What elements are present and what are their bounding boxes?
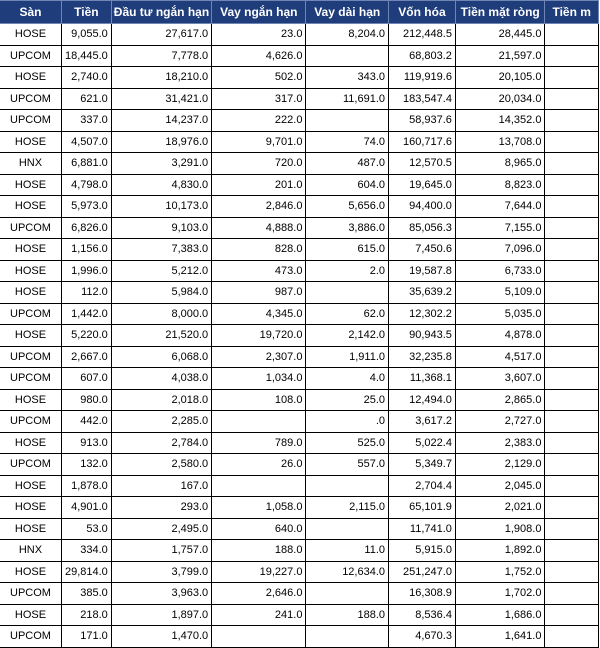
market-cap-cell: 5,022.4 — [389, 432, 456, 454]
market-cap-cell: 19,645.0 — [389, 174, 456, 196]
extra-cell — [545, 411, 599, 433]
market-cap-cell: 183,547.4 — [389, 88, 456, 110]
exchange-cell: UPCOM — [0, 454, 61, 476]
exchange-cell: HOSE — [0, 260, 61, 282]
extra-cell — [545, 217, 599, 239]
net-cash-cell: 5,035.0 — [455, 303, 545, 325]
extra-cell — [545, 174, 599, 196]
table-row — [0, 368, 599, 390]
table-row — [0, 540, 599, 562]
short-term-loan-cell: 241.0 — [212, 604, 306, 626]
long-term-loan-cell — [306, 45, 389, 67]
short-term-investment-cell: 2,018.0 — [111, 389, 211, 411]
extra-cell — [545, 282, 599, 304]
short-term-investment-cell: 1,470.0 — [111, 626, 211, 648]
net-cash-cell: 2,383.0 — [455, 432, 545, 454]
short-term-investment-cell: 4,830.0 — [111, 174, 211, 196]
market-cap-cell: 4,670.3 — [389, 626, 456, 648]
net-cash-cell: 7,155.0 — [455, 217, 545, 239]
market-cap-cell: 8,536.4 — [389, 604, 456, 626]
short-term-loan-cell: 640.0 — [212, 518, 306, 540]
cash-cell: 4,798.0 — [61, 174, 111, 196]
exchange-cell: HOSE — [0, 497, 61, 519]
long-term-loan-cell: 487.0 — [306, 153, 389, 175]
long-term-loan-cell: 12,634.0 — [306, 561, 389, 583]
cash-cell: 980.0 — [61, 389, 111, 411]
table-body — [0, 24, 599, 648]
net-cash-cell: 2,129.0 — [455, 454, 545, 476]
short-term-investment-cell: 5,984.0 — [111, 282, 211, 304]
market-cap-cell: 32,235.8 — [389, 346, 456, 368]
net-cash-cell: 6,733.0 — [455, 260, 545, 282]
long-term-loan-cell: 2.0 — [306, 260, 389, 282]
cash-cell: 53.0 — [61, 518, 111, 540]
exchange-cell: HOSE — [0, 239, 61, 261]
cash-cell: 6,826.0 — [61, 217, 111, 239]
market-cap-cell: 12,494.0 — [389, 389, 456, 411]
cash-cell: 442.0 — [61, 411, 111, 433]
short-term-loan-cell: 1,034.0 — [212, 368, 306, 390]
table-row — [0, 389, 599, 411]
table-row — [0, 282, 599, 304]
long-term-loan-cell — [306, 518, 389, 540]
cash-cell: 112.0 — [61, 282, 111, 304]
header-von-hoa: Vốn hóa — [389, 1, 456, 24]
short-term-loan-cell: 23.0 — [212, 24, 306, 46]
market-cap-cell: 16,308.9 — [389, 583, 456, 605]
extra-cell — [545, 24, 599, 46]
cash-cell: 1,156.0 — [61, 239, 111, 261]
short-term-investment-cell: 4,038.0 — [111, 368, 211, 390]
long-term-loan-cell: 557.0 — [306, 454, 389, 476]
exchange-cell: HOSE — [0, 389, 61, 411]
short-term-loan-cell: 2,307.0 — [212, 346, 306, 368]
extra-cell — [545, 196, 599, 218]
net-cash-cell: 1,752.0 — [455, 561, 545, 583]
extra-cell — [545, 626, 599, 648]
market-cap-cell: 2,704.4 — [389, 475, 456, 497]
cash-cell: 913.0 — [61, 432, 111, 454]
exchange-cell: HOSE — [0, 131, 61, 153]
extra-cell — [545, 497, 599, 519]
net-cash-cell: 5,109.0 — [455, 282, 545, 304]
extra-cell — [545, 110, 599, 132]
header-vay-ngan-han: Vay ngắn hạn — [212, 1, 306, 24]
market-cap-cell: 90,943.5 — [389, 325, 456, 347]
exchange-cell: UPCOM — [0, 583, 61, 605]
short-term-investment-cell: 1,897.0 — [111, 604, 211, 626]
table-row — [0, 346, 599, 368]
short-term-investment-cell: 293.0 — [111, 497, 211, 519]
market-cap-cell: 119,919.6 — [389, 67, 456, 89]
cash-cell: 1,878.0 — [61, 475, 111, 497]
extra-cell — [545, 540, 599, 562]
market-cap-cell: 160,717.6 — [389, 131, 456, 153]
table-row — [0, 497, 599, 519]
cash-cell: 29,814.0 — [61, 561, 111, 583]
cash-cell: 6,881.0 — [61, 153, 111, 175]
net-cash-cell: 2,727.0 — [455, 411, 545, 433]
extra-cell — [545, 561, 599, 583]
net-cash-cell: 7,096.0 — [455, 239, 545, 261]
short-term-investment-cell: 31,421.0 — [111, 88, 211, 110]
cash-cell: 132.0 — [61, 454, 111, 476]
short-term-investment-cell: 6,068.0 — [111, 346, 211, 368]
cash-cell: 171.0 — [61, 626, 111, 648]
net-cash-cell: 1,892.0 — [455, 540, 545, 562]
table-row — [0, 325, 599, 347]
short-term-investment-cell: 14,237.0 — [111, 110, 211, 132]
short-term-investment-cell: 10,173.0 — [111, 196, 211, 218]
cash-cell: 4,507.0 — [61, 131, 111, 153]
short-term-loan-cell: 2,846.0 — [212, 196, 306, 218]
short-term-loan-cell: 19,227.0 — [212, 561, 306, 583]
market-cap-cell: 58,937.6 — [389, 110, 456, 132]
exchange-cell: HOSE — [0, 325, 61, 347]
long-term-loan-cell — [306, 626, 389, 648]
market-cap-cell: 68,803.2 — [389, 45, 456, 67]
header-vay-dai-han: Vay dài hạn — [306, 1, 389, 24]
table-row — [0, 24, 599, 46]
net-cash-cell: 20,105.0 — [455, 67, 545, 89]
table-row — [0, 174, 599, 196]
long-term-loan-cell — [306, 475, 389, 497]
header-tien-m: Tiền m — [545, 1, 599, 24]
extra-cell — [545, 153, 599, 175]
short-term-investment-cell: 7,778.0 — [111, 45, 211, 67]
exchange-cell: UPCOM — [0, 45, 61, 67]
table-row — [0, 583, 599, 605]
short-term-loan-cell: 1,058.0 — [212, 497, 306, 519]
short-term-investment-cell: 9,103.0 — [111, 217, 211, 239]
header-row — [0, 1, 599, 24]
market-cap-cell: 5,915.0 — [389, 540, 456, 562]
short-term-loan-cell: 4,888.0 — [212, 217, 306, 239]
short-term-investment-cell: 18,976.0 — [111, 131, 211, 153]
extra-cell — [545, 432, 599, 454]
exchange-cell: UPCOM — [0, 626, 61, 648]
short-term-investment-cell: 3,799.0 — [111, 561, 211, 583]
table-row — [0, 239, 599, 261]
long-term-loan-cell: 25.0 — [306, 389, 389, 411]
exchange-cell: UPCOM — [0, 303, 61, 325]
table-row — [0, 475, 599, 497]
exchange-cell: HOSE — [0, 24, 61, 46]
long-term-loan-cell — [306, 583, 389, 605]
cash-cell: 621.0 — [61, 88, 111, 110]
short-term-investment-cell: 27,617.0 — [111, 24, 211, 46]
market-cap-cell: 12,570.5 — [389, 153, 456, 175]
table-row — [0, 217, 599, 239]
cash-cell: 1,996.0 — [61, 260, 111, 282]
exchange-cell: HOSE — [0, 604, 61, 626]
cash-cell: 4,901.0 — [61, 497, 111, 519]
table-row — [0, 67, 599, 89]
table-row — [0, 518, 599, 540]
extra-cell — [545, 368, 599, 390]
short-term-investment-cell: 3,963.0 — [111, 583, 211, 605]
long-term-loan-cell: 525.0 — [306, 432, 389, 454]
market-cap-cell: 35,639.2 — [389, 282, 456, 304]
short-term-investment-cell: 1,757.0 — [111, 540, 211, 562]
cash-cell: 1,442.0 — [61, 303, 111, 325]
market-cap-cell: 94,400.0 — [389, 196, 456, 218]
long-term-loan-cell: 343.0 — [306, 67, 389, 89]
long-term-loan-cell: 2,142.0 — [306, 325, 389, 347]
net-cash-cell: 8,965.0 — [455, 153, 545, 175]
long-term-loan-cell: 5,656.0 — [306, 196, 389, 218]
long-term-loan-cell: 62.0 — [306, 303, 389, 325]
short-term-investment-cell: 5,212.0 — [111, 260, 211, 282]
net-cash-cell: 28,445.0 — [455, 24, 545, 46]
cash-cell: 5,973.0 — [61, 196, 111, 218]
short-term-loan-cell: 789.0 — [212, 432, 306, 454]
extra-cell — [545, 604, 599, 626]
cash-cell: 2,667.0 — [61, 346, 111, 368]
table-row — [0, 432, 599, 454]
net-cash-cell: 1,908.0 — [455, 518, 545, 540]
market-cap-cell: 3,617.2 — [389, 411, 456, 433]
short-term-loan-cell: 188.0 — [212, 540, 306, 562]
short-term-investment-cell: 2,580.0 — [111, 454, 211, 476]
net-cash-cell: 2,021.0 — [455, 497, 545, 519]
exchange-cell: HOSE — [0, 475, 61, 497]
net-cash-cell: 4,517.0 — [455, 346, 545, 368]
market-cap-cell: 85,056.3 — [389, 217, 456, 239]
short-term-loan-cell: 828.0 — [212, 239, 306, 261]
extra-cell — [545, 325, 599, 347]
exchange-cell: HNX — [0, 153, 61, 175]
short-term-loan-cell: 4,626.0 — [212, 45, 306, 67]
extra-cell — [545, 475, 599, 497]
header-san: Sàn — [0, 1, 61, 24]
extra-cell — [545, 346, 599, 368]
cash-cell: 337.0 — [61, 110, 111, 132]
cash-cell: 385.0 — [61, 583, 111, 605]
market-cap-cell: 251,247.0 — [389, 561, 456, 583]
net-cash-cell: 20,034.0 — [455, 88, 545, 110]
net-cash-cell: 14,352.0 — [455, 110, 545, 132]
table-row — [0, 45, 599, 67]
long-term-loan-cell: 615.0 — [306, 239, 389, 261]
net-cash-cell: 1,641.0 — [455, 626, 545, 648]
table-row — [0, 88, 599, 110]
long-term-loan-cell: 604.0 — [306, 174, 389, 196]
net-cash-cell: 2,865.0 — [455, 389, 545, 411]
extra-cell — [545, 88, 599, 110]
long-term-loan-cell — [306, 110, 389, 132]
extra-cell — [545, 67, 599, 89]
short-term-loan-cell — [212, 411, 306, 433]
long-term-loan-cell: 11.0 — [306, 540, 389, 562]
short-term-loan-cell: 19,720.0 — [212, 325, 306, 347]
long-term-loan-cell: .0 — [306, 411, 389, 433]
table-row — [0, 454, 599, 476]
short-term-loan-cell: 502.0 — [212, 67, 306, 89]
extra-cell — [545, 389, 599, 411]
table-row — [0, 411, 599, 433]
short-term-loan-cell: 317.0 — [212, 88, 306, 110]
long-term-loan-cell: 4.0 — [306, 368, 389, 390]
short-term-loan-cell: 473.0 — [212, 260, 306, 282]
short-term-loan-cell: 2,646.0 — [212, 583, 306, 605]
table-row — [0, 604, 599, 626]
net-cash-cell: 2,045.0 — [455, 475, 545, 497]
long-term-loan-cell: 8,204.0 — [306, 24, 389, 46]
market-cap-cell: 7,450.6 — [389, 239, 456, 261]
table-row — [0, 260, 599, 282]
exchange-cell: HOSE — [0, 561, 61, 583]
cash-cell: 9,055.0 — [61, 24, 111, 46]
extra-cell — [545, 239, 599, 261]
short-term-loan-cell: 108.0 — [212, 389, 306, 411]
exchange-cell: HOSE — [0, 432, 61, 454]
table-row — [0, 303, 599, 325]
market-cap-cell: 12,302.2 — [389, 303, 456, 325]
extra-cell — [545, 131, 599, 153]
extra-cell — [545, 260, 599, 282]
header-tien: Tiền — [61, 1, 111, 24]
cash-cell: 218.0 — [61, 604, 111, 626]
net-cash-cell: 13,708.0 — [455, 131, 545, 153]
long-term-loan-cell: 2,115.0 — [306, 497, 389, 519]
net-cash-cell: 21,597.0 — [455, 45, 545, 67]
exchange-cell: UPCOM — [0, 368, 61, 390]
short-term-investment-cell: 18,210.0 — [111, 67, 211, 89]
short-term-loan-cell: 987.0 — [212, 282, 306, 304]
extra-cell — [545, 583, 599, 605]
long-term-loan-cell: 188.0 — [306, 604, 389, 626]
exchange-cell: UPCOM — [0, 346, 61, 368]
exchange-cell: UPCOM — [0, 411, 61, 433]
exchange-cell: HOSE — [0, 282, 61, 304]
market-cap-cell: 65,101.9 — [389, 497, 456, 519]
cash-cell: 18,445.0 — [61, 45, 111, 67]
cash-cell: 2,740.0 — [61, 67, 111, 89]
header-tien-mat-rong: Tiền mặt ròng — [455, 1, 545, 24]
short-term-investment-cell: 7,383.0 — [111, 239, 211, 261]
table-row — [0, 626, 599, 648]
short-term-loan-cell — [212, 626, 306, 648]
extra-cell — [545, 454, 599, 476]
short-term-loan-cell: 222.0 — [212, 110, 306, 132]
long-term-loan-cell: 3,886.0 — [306, 217, 389, 239]
short-term-investment-cell: 167.0 — [111, 475, 211, 497]
market-cap-cell: 212,448.5 — [389, 24, 456, 46]
cash-cell: 607.0 — [61, 368, 111, 390]
short-term-loan-cell: 201.0 — [212, 174, 306, 196]
short-term-investment-cell: 2,784.0 — [111, 432, 211, 454]
exchange-cell: HOSE — [0, 518, 61, 540]
long-term-loan-cell: 1,911.0 — [306, 346, 389, 368]
short-term-investment-cell: 21,520.0 — [111, 325, 211, 347]
table-row — [0, 561, 599, 583]
exchange-cell: HOSE — [0, 67, 61, 89]
short-term-loan-cell: 9,701.0 — [212, 131, 306, 153]
long-term-loan-cell: 74.0 — [306, 131, 389, 153]
extra-cell — [545, 45, 599, 67]
market-cap-cell: 19,587.8 — [389, 260, 456, 282]
table-row — [0, 153, 599, 175]
short-term-investment-cell: 2,285.0 — [111, 411, 211, 433]
cash-cell: 5,220.0 — [61, 325, 111, 347]
extra-cell — [545, 518, 599, 540]
exchange-cell: HOSE — [0, 174, 61, 196]
exchange-cell: HOSE — [0, 196, 61, 218]
market-cap-cell: 11,741.0 — [389, 518, 456, 540]
short-term-investment-cell: 3,291.0 — [111, 153, 211, 175]
exchange-cell: UPCOM — [0, 88, 61, 110]
market-cap-cell: 11,368.1 — [389, 368, 456, 390]
header-dau-tu-ngan-han: Đầu tư ngắn hạn — [111, 1, 211, 24]
table-row — [0, 110, 599, 132]
net-cash-cell: 3,607.0 — [455, 368, 545, 390]
long-term-loan-cell — [306, 282, 389, 304]
exchange-cell: UPCOM — [0, 110, 61, 132]
short-term-loan-cell: 26.0 — [212, 454, 306, 476]
table-header — [0, 1, 599, 24]
net-cash-cell: 1,686.0 — [455, 604, 545, 626]
exchange-cell: HNX — [0, 540, 61, 562]
net-cash-cell: 7,644.0 — [455, 196, 545, 218]
short-term-loan-cell: 720.0 — [212, 153, 306, 175]
market-cap-cell: 5,349.7 — [389, 454, 456, 476]
short-term-investment-cell: 2,495.0 — [111, 518, 211, 540]
long-term-loan-cell: 11,691.0 — [306, 88, 389, 110]
exchange-cell: UPCOM — [0, 217, 61, 239]
net-cash-cell: 1,702.0 — [455, 583, 545, 605]
net-cash-cell: 8,823.0 — [455, 174, 545, 196]
extra-cell — [545, 303, 599, 325]
cash-cell: 334.0 — [61, 540, 111, 562]
table-row — [0, 196, 599, 218]
short-term-loan-cell: 4,345.0 — [212, 303, 306, 325]
short-term-investment-cell: 8,000.0 — [111, 303, 211, 325]
short-term-loan-cell — [212, 475, 306, 497]
table-row — [0, 131, 599, 153]
net-cash-cell: 4,878.0 — [455, 325, 545, 347]
